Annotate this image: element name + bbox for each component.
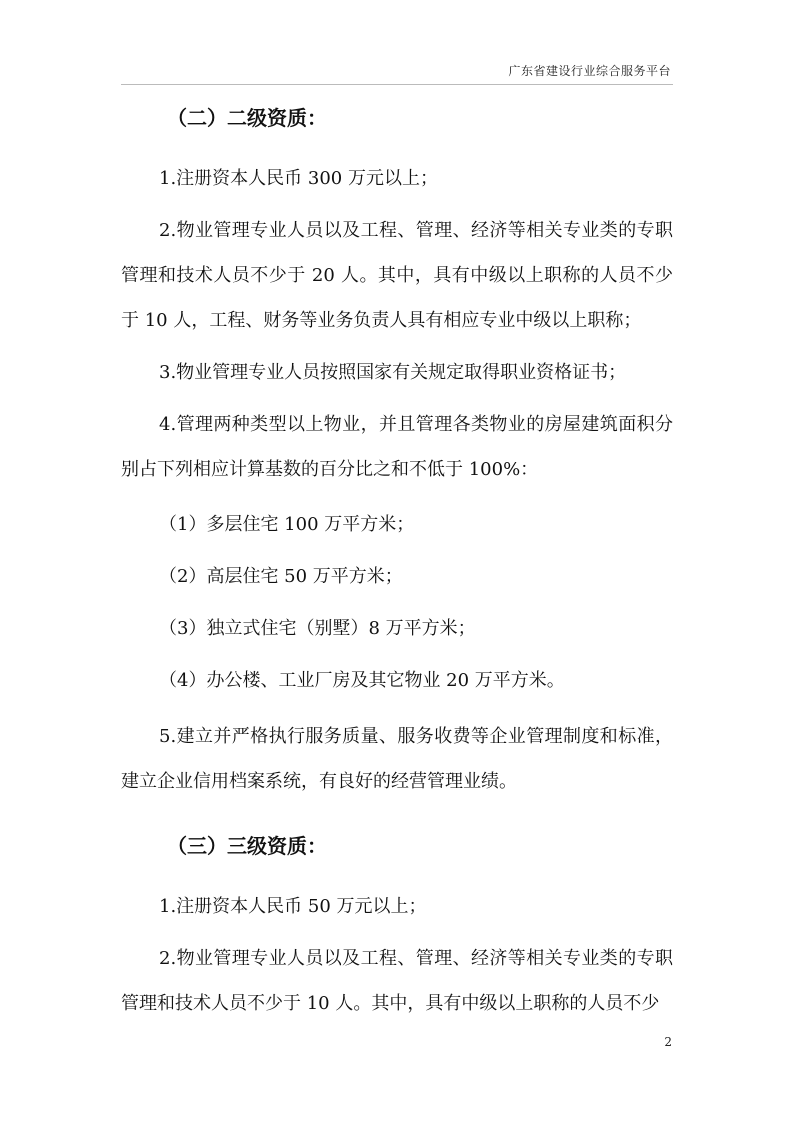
section-2-heading: （二）二级资质： [167,106,327,130]
section-2-sub-item-1: （1）多层住宅 100 万平方米； [159,514,415,535]
document-body [121,96,673,1026]
section-3-item-1: 1.注册资本人民币 50 万元以上； [159,896,427,917]
page-header-title: 广东省建设行业综合服务平台 [508,64,671,78]
section-3-item-2: 2.物业管理专业人员以及工程、管理、经济等相关专业类的专职管理和技术人员不少于 10 人。其中，具有中级以上职称的人员不少 [121,948,673,1014]
section-2-item-2: 2.物业管理专业人员以及工程、管理、经济等相关专业类的专职管理和技术人员不少于 20 人。其中，具有中级以上职称的人员不少于 10 人，工程、财务等业务负责人具有相应专业中级以上职称； [121,220,673,331]
header-divider [121,84,673,85]
section-2-sub-item-2: （2）高层住宅 50 万平方米； [159,566,403,587]
section-2-item-5: 5.建立并严格执行服务质量、服务收费等企业管理制度和标准，建立企业信用档案系统，有良好的经营管理业绩。 [121,726,673,792]
section-2-item-1: 1.注册资本人民币 300 万元以上； [159,168,438,189]
section-2-item-4: 4.管理两种类型以上物业，并且管理各类物业的房屋建筑面积分别占下列相应计算基数的百分比之和不低于 100%： [121,414,673,480]
section-2-sub-item-4: （4）办公楼、工业厂房及其它物业 20 万平方米。 [159,670,565,691]
section-2-item-3: 3.物业管理专业人员按照国家有关规定取得职业资格证书； [159,362,627,383]
section-2-sub-item-3: （3）独立式住宅（别墅）8 万平方米； [159,618,476,639]
section-3-heading: （三）三级资质： [167,834,327,858]
page-number: 2 [664,1035,672,1049]
